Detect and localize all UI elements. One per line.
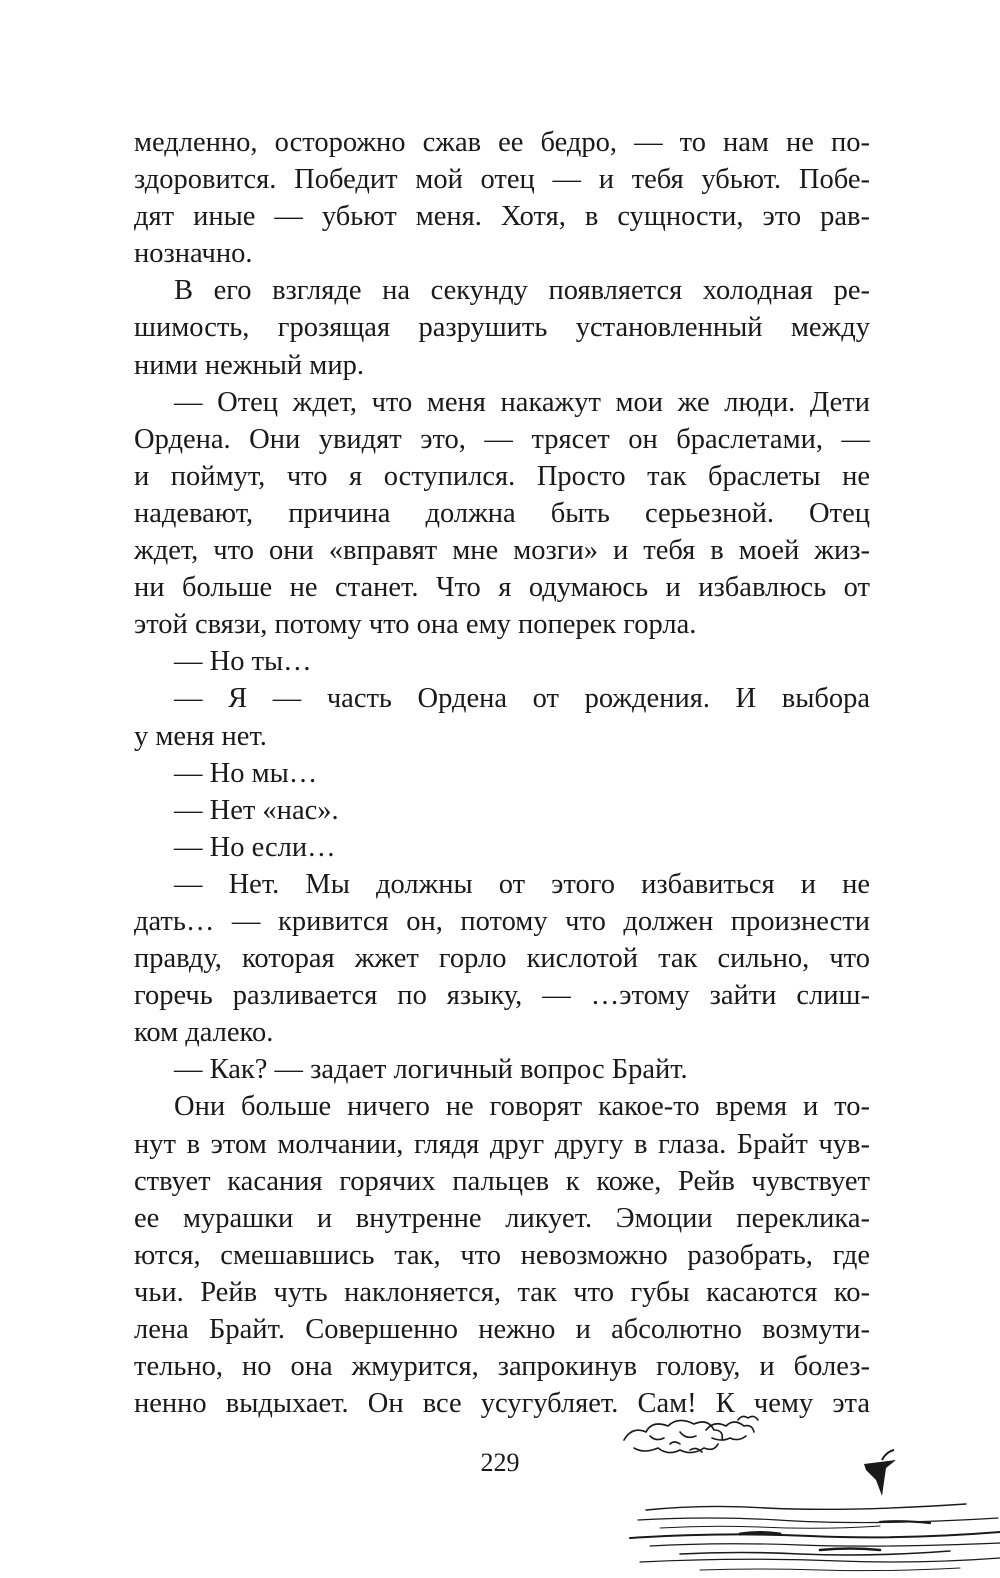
- text-line-content: ждет, что они «вправят мне мозги» и тебя в моей жиз-: [134, 535, 870, 567]
- text-line: [134, 384, 870, 421]
- text-line: [134, 829, 870, 866]
- text-line: [134, 235, 870, 272]
- text-line-content: надевают, причина должна быть серьезной. Отец: [134, 497, 870, 529]
- text-line: [134, 532, 870, 569]
- text-line: [134, 903, 870, 940]
- text-line-content: тельно, но она жмурится, запрокинув голову, и болез-: [134, 1351, 870, 1383]
- text-line-content: Ордена. Они увидят это, — трясет он браслетами, —: [134, 423, 870, 455]
- text-line-content: — Как? — задает логичный вопрос Брайт.: [174, 1054, 688, 1086]
- text-line-content: шимость, грозящая разрушить установленный между: [134, 312, 870, 344]
- text-line: [134, 1014, 870, 1051]
- text-line-content: нозначно.: [134, 238, 253, 270]
- text-line-content: горечь разливается по языку, — …этому зайти слиш-: [134, 980, 870, 1012]
- text-line-content: ни больше не станет. Что я одумаюсь и избавлюсь от: [134, 572, 870, 604]
- text-line-content: нут в этом молчании, глядя друг другу в глаза. Брайт чув-: [134, 1128, 870, 1160]
- text-line: [134, 606, 870, 643]
- text-line-content: здоровится. Победит мой отец — и тебя убьют. Побе-: [134, 164, 870, 196]
- text-line: [134, 866, 870, 903]
- text-line-content: ются, смешавшись так, что невозможно разобрать, где: [134, 1239, 870, 1271]
- text-line: [134, 755, 870, 792]
- text-line-content: дят иные — убьют меня. Хотя, в сущности, это рав-: [134, 201, 870, 233]
- text-line-content: — Но ты…: [174, 646, 312, 678]
- text-line-content: ком далеко.: [134, 1017, 274, 1049]
- text-line-content: — Но мы…: [174, 757, 318, 789]
- text-line: [134, 1348, 870, 1385]
- text-line: [134, 272, 870, 309]
- text-line-content: — Отец ждет, что меня накажут мои же люди. Дети: [174, 386, 870, 418]
- text-line-content: ненно выдыхает. Он все усугубляет. Сам! К чему эта: [134, 1388, 870, 1420]
- text-line-content: лена Брайт. Совершенно нежно и абсолютно возмути-: [134, 1314, 870, 1345]
- text-line-content: медленно, осторожно сжав ее бедро, — то нам не по-: [134, 127, 870, 158]
- text-line: [134, 198, 870, 235]
- text-line: [134, 309, 870, 346]
- text-line: [134, 495, 870, 532]
- text-line-content: — Нет «нас».: [174, 794, 339, 826]
- text-line-content: чьи. Рейв чуть наклоняется, так что губы касаются ко-: [134, 1276, 870, 1308]
- text-line-content: ее мурашки и внутренне ликует. Эмоции переклика-: [134, 1202, 870, 1234]
- text-line-content: и поймут, что я оступился. Просто так браслеты не: [134, 460, 870, 492]
- text-line: [134, 643, 870, 680]
- text-line: [134, 1088, 870, 1125]
- text-line: [134, 1311, 870, 1348]
- text-line: [134, 347, 870, 384]
- text-line: [134, 1200, 870, 1237]
- text-line: [134, 1274, 870, 1311]
- text-line: [134, 718, 870, 755]
- text-line: [134, 1126, 870, 1163]
- text-line-content: этой связи, потому что она ему поперек горла.: [134, 609, 697, 641]
- text-line: [134, 458, 870, 495]
- text-line-content: ствует касания горячих пальцев к коже, Рейв чувствует: [134, 1165, 870, 1197]
- sea-bird-ornament-icon: [620, 1410, 1000, 1578]
- text-line-content: — Нет. Мы должны от этого избавиться и не: [174, 868, 870, 900]
- text-line-content: правду, которая жжет горло кислотой так сильно, что: [134, 943, 870, 975]
- text-line-content: В его взгляде на секунду появляется холодная ре-: [174, 275, 870, 307]
- text-line: [134, 977, 870, 1014]
- text-line: [134, 940, 870, 977]
- text-line: [134, 124, 870, 161]
- text-line: [134, 680, 870, 717]
- text-line-content: дать… — кривится он, потому что должен произнести: [134, 905, 870, 937]
- text-line: [134, 161, 870, 198]
- text-line: [134, 1163, 870, 1200]
- page-number: 229: [480, 1448, 520, 1477]
- text-line: [134, 569, 870, 606]
- text-line-content: — Я — часть Ордена от рождения. И выбора: [174, 683, 870, 715]
- text-line: [134, 1051, 870, 1088]
- text-line-content: ними нежный мир.: [134, 349, 364, 381]
- text-line-content: у меня нет.: [134, 720, 267, 752]
- text-line: [134, 1237, 870, 1274]
- text-line: [134, 792, 870, 829]
- text-line: [134, 421, 870, 458]
- text-line-content: Они больше ничего не говорят какое-то время и то-: [174, 1091, 870, 1123]
- page-body-text: [134, 124, 870, 1422]
- text-line-content: — Но если…: [174, 831, 336, 863]
